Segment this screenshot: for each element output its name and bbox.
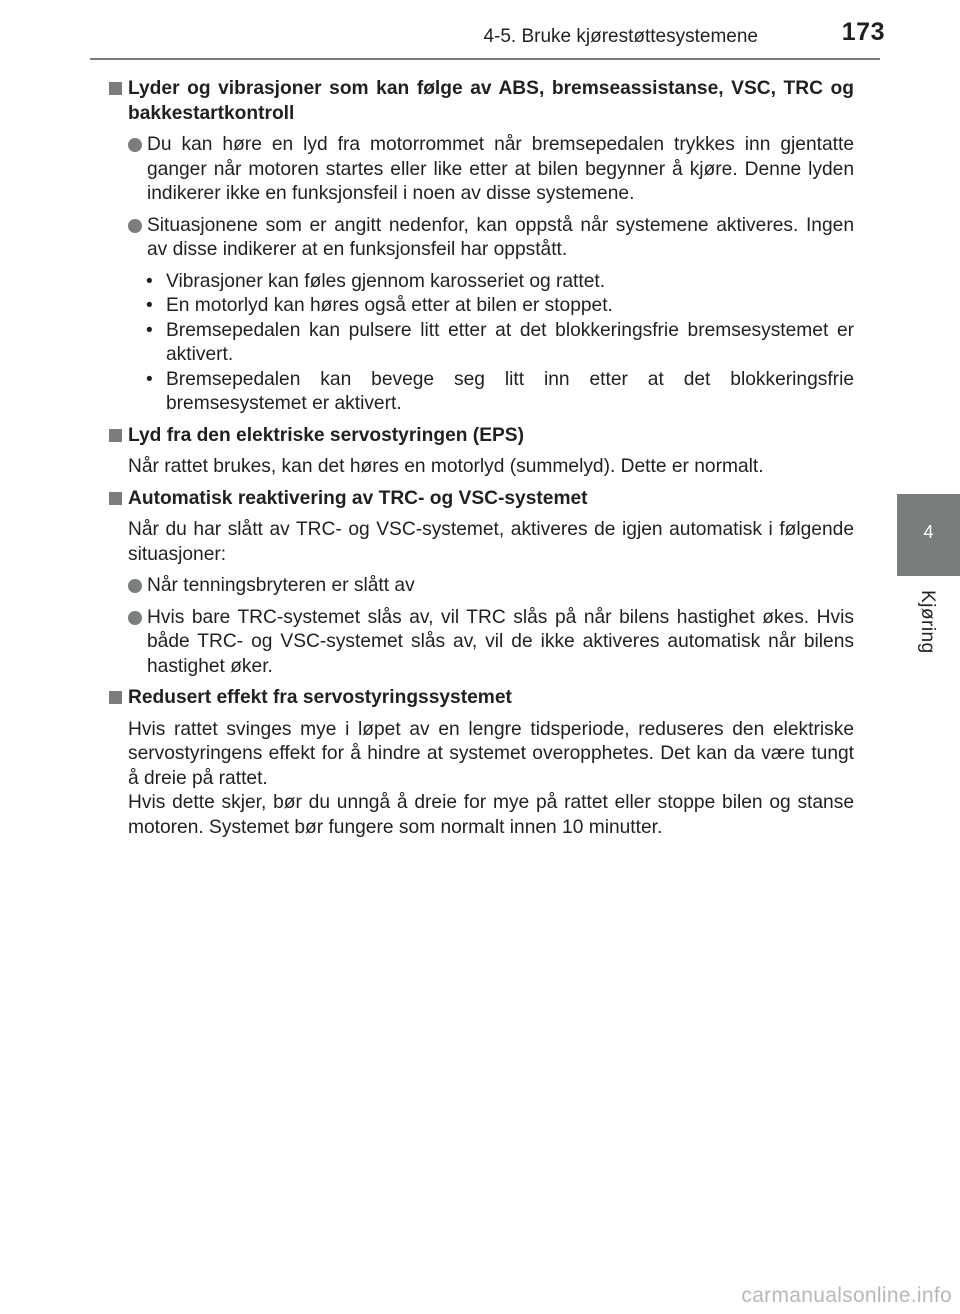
bullet-text: Hvis bare TRC-systemet slås av, vil TRC slås på når bilens hastighet økes. Hvis både TRC- og VSC-systemet slås av, vil de ikke aktiveres automatisk når bilens hastighet øker.: [147, 606, 854, 677]
bullet-text: Situasjonene som er angitt nedenfor, kan oppstå når systemene aktiveres. Ingen av disse indikerer at en funksjonsfeil har oppstått.: [147, 214, 854, 260]
section-heading: [104, 77, 854, 126]
sub-list-text: En motorlyd kan høres også etter at bilen er stoppet.: [166, 295, 613, 316]
sub-bullet-icon: •: [146, 295, 153, 316]
chapter-tab-label: Kjøring: [917, 590, 938, 654]
heading-text: Lyd fra den elektriske servostyringen (EPS): [128, 424, 524, 446]
bullet-item: [104, 574, 854, 599]
page-number: 173: [841, 18, 885, 46]
bullet-item: [104, 133, 854, 207]
sub-list-text: Vibrasjoner kan føles gjennom karosseriet og rattet.: [166, 270, 606, 292]
sub-list-item: [104, 294, 854, 319]
section-heading: [104, 487, 854, 512]
chapter-tab: [897, 494, 960, 576]
heading-text: Lyder og vibrasjoner som kan følge av ABS, bremseassistanse, VSC, TRC og bakkestartkontroll: [128, 78, 854, 124]
section-heading: [104, 686, 854, 711]
heading-square-icon: [109, 691, 122, 704]
heading-square-icon: [109, 82, 122, 95]
section-heading: [104, 424, 854, 449]
bullet-text: Du kan høre en lyd fra motorrommet når bremsepedalen trykkes inn gjentatte ganger når motoren startes eller like etter at bilen begynner å kjøre. Denne lyden indikerer ikke en funksjonsfeil i noen av disse systemene.: [147, 134, 854, 204]
sub-list-item: [104, 270, 854, 295]
sub-bullet-icon: •: [146, 319, 153, 341]
heading-text: Automatisk reaktivering av TRC- og VSC-systemet: [128, 487, 588, 509]
heading-text: Redusert effekt fra servostyringssystemet: [128, 687, 512, 708]
bullet-item: [104, 606, 854, 680]
bullet-dot-icon: [128, 138, 142, 152]
sub-list-item: [104, 319, 854, 368]
sub-bullet-icon: •: [146, 270, 153, 292]
heading-square-icon: [109, 492, 122, 505]
header-rule: [90, 58, 880, 60]
sub-list: [104, 270, 854, 417]
page-header: [0, 0, 960, 60]
bullet-text: Når tenningsbryteren er slått av: [147, 575, 415, 596]
watermark: carmanualsonline.info: [741, 1284, 952, 1307]
paragraph: Når du har slått av TRC- og VSC-systemet, aktiveres de igjen automatisk i følgende situasjoner:: [128, 519, 854, 565]
section-title: 4-5. Bruke kjørestøttesystemene: [483, 26, 758, 47]
sub-list-text: Bremsepedalen kan pulsere litt etter at det blokkeringsfrie bremsesystemet er aktivert.: [166, 319, 854, 365]
chapter-tab-number: 4: [923, 522, 934, 542]
heading-square-icon: [109, 429, 122, 442]
bullet-dot-icon: [128, 219, 142, 233]
bullet-dot-icon: [128, 579, 142, 593]
paragraph: Hvis rattet svinges mye i løpet av en lengre tidsperiode, reduseres den elektriske servostyringens effekt for å hindre at systemet overopphetes. Det kan da være tungt å dreie på rattet. Hvis dette skjer, bør du unngå å dreie for mye på rattet eller stoppe bilen og stanse motoren. Systemet bør fungere som normalt innen 10 minutter.: [128, 718, 854, 838]
sub-bullet-icon: •: [146, 368, 153, 390]
sub-list-text: Bremsepedalen kan bevege seg litt inn etter at det blokkeringsfrie bremsesystemet er aktivert.: [166, 368, 854, 414]
paragraph: Når rattet brukes, kan det høres en motorlyd (summelyd). Dette er normalt.: [128, 456, 764, 477]
page-body: [104, 70, 854, 840]
sub-list-item: [104, 368, 854, 417]
bullet-dot-icon: [128, 611, 142, 625]
bullet-item: [104, 214, 854, 263]
